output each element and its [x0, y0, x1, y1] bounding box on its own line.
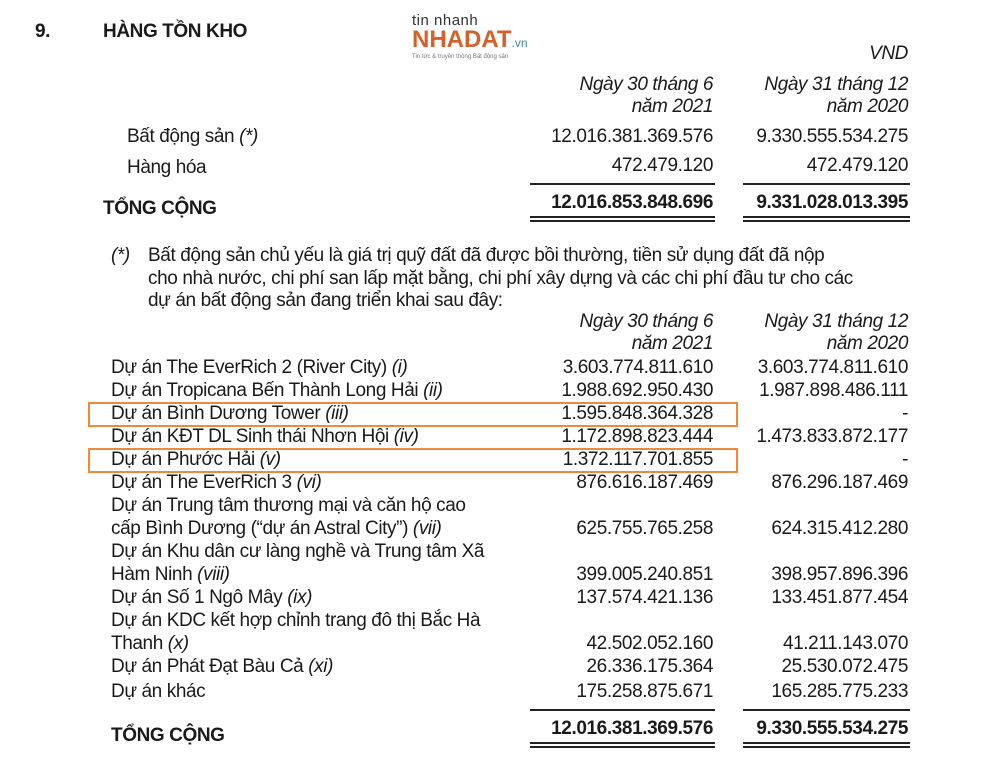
divider [743, 183, 910, 185]
logo-tagline: Tin tức & truyền thông Bất động sản [412, 54, 509, 60]
project-label [111, 472, 321, 494]
project-value-2020: 25.530.072.475 [781, 656, 908, 677]
project-label [111, 357, 407, 379]
project-value-2021: 876.616.187.469 [576, 472, 713, 493]
project-value-2020: 133.451.877.454 [771, 587, 908, 608]
col2-header: năm 2020 [826, 96, 908, 117]
project-name: cấp Bình Dương (“dự án Astral City”) [111, 518, 408, 539]
project-note: (ix) [287, 587, 312, 608]
project-value-2020: 41.211.143.070 [782, 633, 908, 654]
project-note: (iii) [325, 403, 349, 424]
project-value-2020: 398.957.896.396 [771, 564, 908, 585]
row-value: 12.016.381.369.576 [551, 126, 713, 147]
project-value-2021: 3.603.774.811.610 [562, 357, 713, 378]
col1-header: năm 2021 [631, 96, 713, 117]
project-value-2021: 1.595.848.364.328 [561, 403, 713, 424]
project-value-2020: 1.473.833.872.177 [756, 426, 908, 447]
project-value-2021: 1.172.898.823.444 [561, 426, 713, 447]
double-underline [530, 216, 715, 222]
project-label [111, 681, 205, 703]
row-value: 9.330.555.534.275 [756, 126, 908, 147]
note-line: Bất động sản chủ yếu là giá trị quỹ đất đã được bồi thường, tiền sử dụng đất đã nộp [148, 245, 825, 266]
row-value: 472.479.120 [611, 155, 713, 176]
total-label: TỔNG CỘNG [103, 198, 217, 219]
project-name: Dự án The EverRich 3 [111, 472, 292, 493]
col1-header: Ngày 30 tháng 6 [579, 74, 713, 95]
project-note: (i) [391, 357, 408, 378]
row-value: 472.479.120 [806, 155, 908, 176]
project-name: Dự án khác [111, 681, 206, 702]
project-name: Dự án KĐT DL Sinh thái Nhơn Hội [111, 426, 389, 447]
project-note: (vii) [412, 518, 442, 539]
total-label: TỔNG CỘNG [111, 725, 225, 746]
project-name: Dự án Phước Hải [111, 449, 255, 470]
project-name: Dự án Bình Dương Tower [111, 403, 321, 424]
col2-header: Ngày 31 tháng 12 [764, 74, 908, 95]
total-value: 12.016.381.369.576 [551, 718, 713, 739]
project-value-2020: - [902, 403, 908, 424]
highlight-box [88, 448, 738, 473]
project-name: Hàm Ninh [111, 564, 193, 585]
project-note: (x) [167, 633, 189, 654]
divider [530, 709, 715, 711]
project-value-2020: 3.603.774.811.610 [757, 357, 908, 378]
project-label-line: Dự án Khu dân cư làng nghề và Trung tâm Xã [111, 541, 485, 562]
project-name: Thanh [111, 633, 163, 654]
project-label [111, 426, 419, 448]
project-label [111, 380, 443, 402]
project-note: (vi) [296, 472, 322, 493]
total-value: 9.330.555.534.275 [756, 718, 908, 739]
project-note: (xi) [308, 656, 333, 677]
project-value-2021: 137.574.421.136 [576, 587, 713, 608]
double-underline [743, 742, 910, 748]
project-value-2021: 1.988.692.950.430 [561, 380, 713, 401]
project-value-2021: 625.755.765.258 [576, 518, 713, 539]
project-note: (ii) [423, 380, 443, 401]
double-underline [743, 216, 910, 222]
project-name: Dự án Tropicana Bến Thành Long Hải [111, 380, 419, 401]
project-label [111, 564, 230, 586]
project-label [111, 518, 442, 540]
project-value-2021: 175.258.875.671 [576, 681, 713, 702]
project-value-2020: - [902, 449, 908, 470]
project-note: (viii) [197, 564, 230, 585]
project-value-2020: 876.296.187.469 [771, 472, 908, 493]
section-number: 9. [35, 21, 51, 42]
project-note: (v) [259, 449, 281, 470]
project-label [111, 633, 189, 655]
section-title: HÀNG TỒN KHO [103, 21, 248, 42]
divider [530, 183, 715, 185]
col2-header: Ngày 31 tháng 12 [764, 311, 908, 332]
col1-header: Ngày 30 tháng 6 [579, 311, 713, 332]
project-label [111, 656, 333, 678]
logo-line1: tin nhanh [412, 12, 479, 29]
project-value-2021: 399.005.240.851 [576, 564, 713, 585]
row-label: Hàng hóa [127, 157, 207, 178]
project-label-line: Dự án Trung tâm thương mại và căn hộ cao [111, 495, 466, 516]
currency-label: VND [869, 43, 908, 64]
row-label: Bất động sản (*) [127, 126, 258, 147]
nhadat-logo [412, 12, 528, 60]
project-name: Dự án Phát Đạt Bàu Cả [111, 656, 304, 677]
project-value-2021: 42.502.052.160 [586, 633, 713, 654]
col2-header: năm 2020 [826, 333, 908, 354]
project-label [111, 587, 312, 609]
note-line: dự án bất động sản đang triển khai sau đây: [148, 290, 503, 311]
project-name: Dự án Số 1 Ngô Mây [111, 587, 283, 608]
logo-line2: NHADAT [412, 26, 512, 53]
total-value: 9.331.028.013.395 [756, 192, 908, 213]
double-underline [530, 742, 715, 748]
col1-header: năm 2021 [631, 333, 713, 354]
project-name: Dự án The EverRich 2 (River City) [111, 357, 387, 378]
project-note: (iv) [393, 426, 419, 447]
project-value-2020: 1.987.898.486.111 [759, 380, 908, 401]
project-label-line: Dự án KDC kết hợp chỉnh trang đô thị Bắc Hà [111, 610, 481, 631]
note-line: cho nhà nước, chi phí san lấp mặt bằng, chi phí xây dựng và các chi phí đầu tư cho các [148, 268, 853, 289]
note-marker: (*) [111, 245, 130, 266]
highlight-box [88, 402, 738, 427]
project-value-2021: 26.336.175.364 [586, 656, 713, 677]
total-value: 12.016.853.848.696 [551, 192, 713, 213]
logo-suffix: .vn [511, 36, 528, 50]
divider [743, 709, 910, 711]
project-value-2021: 1.372.117.701.855 [562, 449, 713, 470]
project-value-2020: 165.285.775.233 [771, 681, 908, 702]
project-value-2020: 624.315.412.280 [771, 518, 908, 539]
